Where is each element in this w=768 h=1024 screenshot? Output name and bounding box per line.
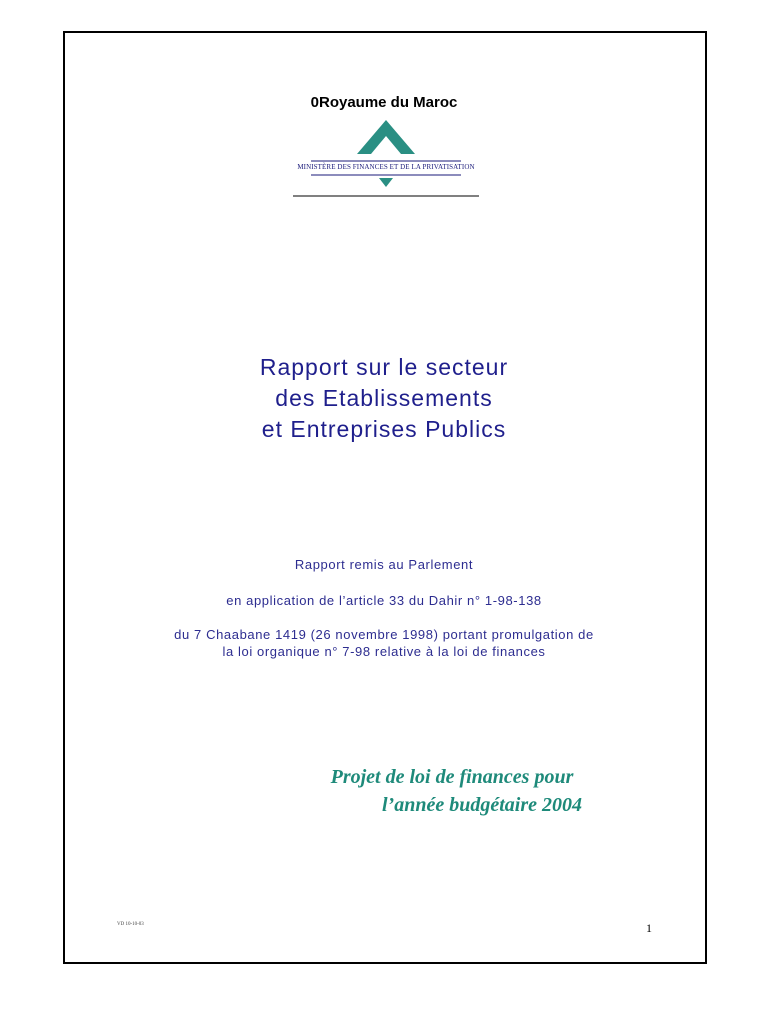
plf-line-1: Projet de loi de finances pour xyxy=(330,766,574,788)
ministry-logo xyxy=(293,116,479,200)
logo-chevron-up xyxy=(357,120,415,154)
subtitle-line-3: du 7 Chaabane 1419 (26 novembre 1998) portant promulgation de xyxy=(174,627,594,642)
subtitle-line-1: Rapport remis au Parlement xyxy=(294,557,474,572)
subtitle-line-4: la loi organique n° 7-98 relative à la loi de finances xyxy=(222,644,546,659)
title-line-3: et Entreprises Publics xyxy=(261,416,507,442)
title-line-1: Rapport sur le secteur xyxy=(259,354,509,380)
ministry-logo-icon xyxy=(293,116,479,200)
document-title xyxy=(0,352,768,445)
logo-chevron-down xyxy=(379,178,393,187)
country-heading: 0Royaume du Maroc xyxy=(310,94,458,111)
subtitle-line-2: en application de l’article 33 du Dahir n° 1-98-138 xyxy=(226,593,542,608)
plf-line-2: l’année budgétaire 2004 xyxy=(382,794,582,816)
title-line-2: des Etablissements xyxy=(275,385,493,411)
page-number: 1 xyxy=(646,921,652,935)
ministry-caption: MINISTÈRE DES FINANCES ET DE LA PRIVATISATION xyxy=(297,163,475,171)
version-code: VD 10-10-03 xyxy=(117,922,144,927)
